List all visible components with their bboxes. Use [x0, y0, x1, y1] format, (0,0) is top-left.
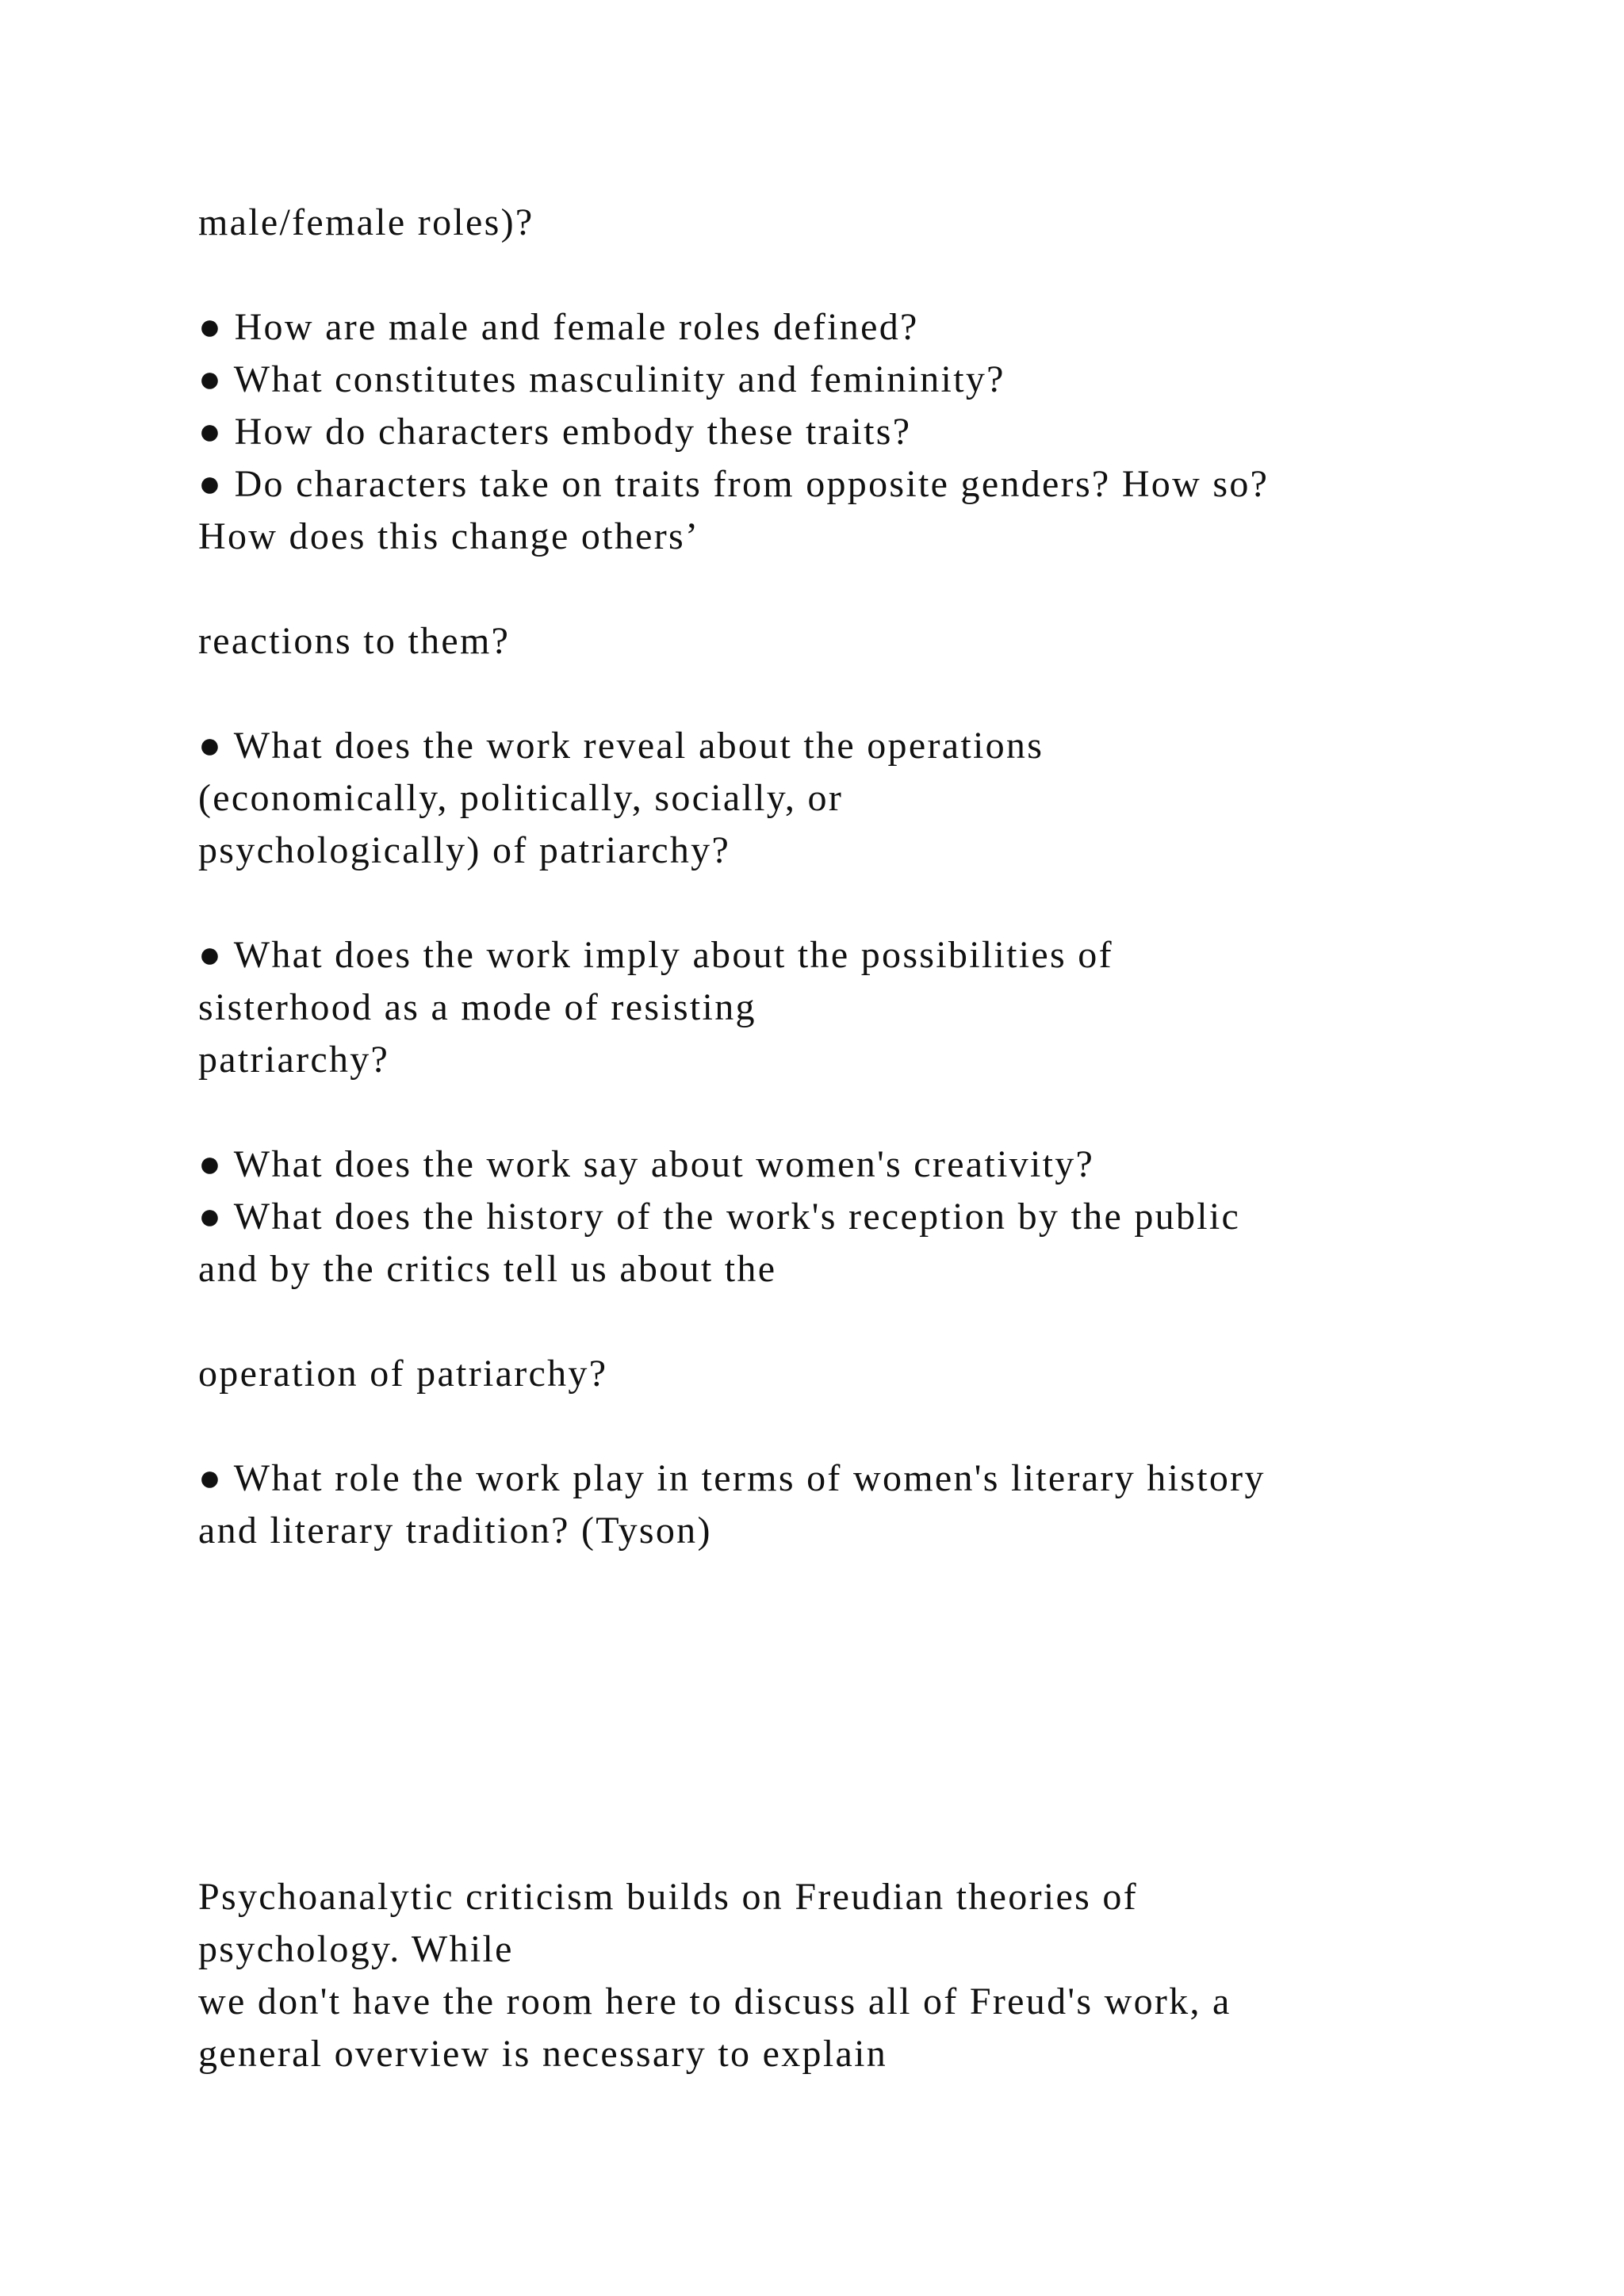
text-line: and by the critics tell us about the [198, 1248, 777, 1290]
paragraph-line: psychology. While [198, 1928, 514, 1970]
bullet-item: ● How do characters embody these traits? [198, 411, 912, 453]
bullet-item: ● What does the work imply about the possibilities of [198, 934, 1113, 976]
text-line: reactions to them? [198, 620, 511, 662]
bullet-item: ● What does the history of the work's reception by the public [198, 1196, 1241, 1238]
text-line: operation of patriarchy? [198, 1353, 608, 1395]
paragraph-line: we don't have the room here to discuss all of Freud's work, a [198, 1980, 1231, 2022]
text-line: sisterhood as a mode of resisting [198, 986, 756, 1028]
text-line: (economically, politically, socially, or [198, 777, 844, 819]
text-line: patriarchy? [198, 1039, 390, 1081]
text-line: How does this change others’ [198, 515, 700, 557]
paragraph-line: general overview is necessary to explain [198, 2033, 888, 2075]
bullet-item: ● Do characters take on traits from opposite genders? How so? [198, 463, 1270, 505]
bullet-item: ● What does the work say about women's creativity? [198, 1143, 1095, 1185]
bullet-item: ● What constitutes masculinity and femininity? [198, 358, 1005, 400]
bullet-item: ● What role the work play in terms of women's literary history [198, 1457, 1266, 1499]
text-line: male/female roles)? [198, 201, 534, 243]
text-line: and literary tradition? (Tyson) [198, 1510, 712, 1552]
bullet-item: ● How are male and female roles defined? [198, 306, 919, 348]
bullet-item: ● What does the work reveal about the operations [198, 725, 1044, 767]
text-line: psychologically) of patriarchy? [198, 829, 731, 871]
paragraph-line: Psychoanalytic criticism builds on Freudian theories of [198, 1876, 1138, 1918]
